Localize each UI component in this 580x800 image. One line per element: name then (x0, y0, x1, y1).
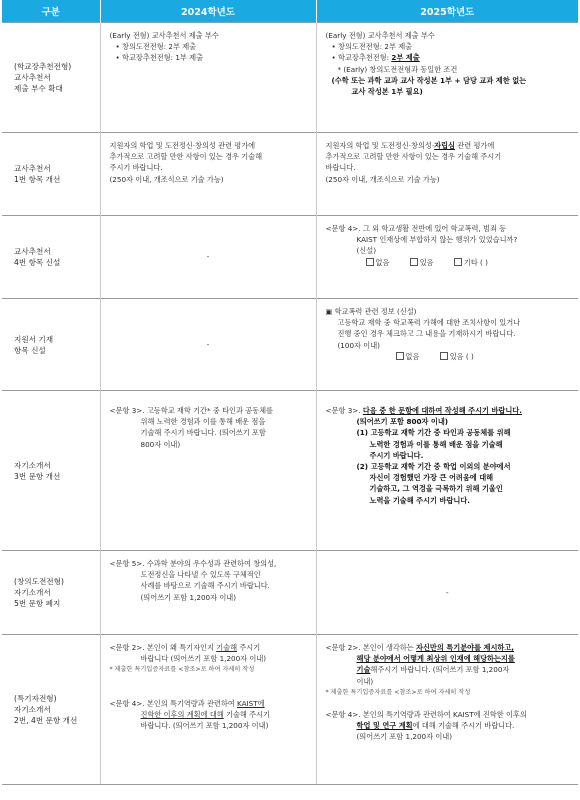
cell-2025: 지원자의 학업 및 도전정신·창의성·자립심 관련 평가에 추가적으로 고려할 만한 사항이 있는 경우 기술해 주시기 바랍니다. (250자 이내, 개조식으로 기술 가능) (316, 133, 578, 216)
header-category: 구분 (2, 0, 100, 23)
row-category: (학교장추천전형) 교사추천서 제출 부수 확대 (2, 23, 100, 133)
cell-2025: <문항 3>. 다음 중 한 문항에 대하여 작성해 주시기 바랍니다. (띄어쓰기 포함 800자 이내) (1) 고등학교 재학 기간 중 타인과 공동체를 위해 노력한 경험과 이를 통해 배운 점을 기술해 주시기 바랍니다. (2) 고등학교 재학 기간 중 학업 이외의 분야에서 자신이 경험했던 가장 큰 어려움에 대해 기술하고, 그 역경을 극복하기 위해 기울인 노력을 기술해 주시기 바랍니다. (316, 391, 578, 551)
header-row (2, 0, 578, 23)
cell-2025: <문항 4>. 그 외 학교생활 전반에 있어 학교폭력, 범죄 등 KAIST 인재상에 부합하지 않는 행위가 있었습니까? (신설) 없음 있음 기타 ( ) (316, 216, 578, 299)
row-category: 지원서 기재 항목 신설 (2, 299, 100, 391)
table-row (2, 391, 578, 551)
cell-2024: (Early 전형) 교사추천서 제출 부수 • 창의도전전형: 2부 제출 • 학교장추천전형: 1부 제출 (100, 23, 316, 133)
checkbox-icon (440, 352, 448, 360)
checkbox-icon (366, 258, 374, 266)
row-category: (특기자전형) 자기소개서 2번, 4번 문항 개선 (2, 635, 100, 785)
table-row (2, 133, 578, 216)
row-category: (창의도전전형) 자기소개서 5번 문항 폐지 (2, 551, 100, 635)
header-2024: 2024학년도 (100, 0, 316, 23)
row-category: 교사추천서 4번 항목 신설 (2, 216, 100, 299)
cell-2025: <문항 2>. 본인이 생각하는 자신만의 특기분야를 제시하고, 해당 분야에서 어떻게 최상위 인재에 해당하는지를 기술해주시기 바랍니다. (띄어쓰기 포함 1,200자 이내) * 제출한 특기입증자료를 <참조>로 하여 자세히 작성 <문항 4>. 본인의 특기역량과 관련하여 KAIST에 진학한 이후의 학업 및 연구 계획에 대해 기술해 주시기 바랍니다. (띄어쓰기 포함 1,200자 이내) (316, 635, 578, 785)
row-category: 자기소개서 3번 문항 개선 (2, 391, 100, 551)
header-2025: 2025학년도 (316, 0, 578, 23)
table-row (2, 216, 578, 299)
checkbox-icon (410, 258, 418, 266)
cell-2024: <문항 5>. 수과학 분야의 우수성과 관련하여 창의성, 도전정신을 나타낼 수 있도록 구체적인 사례를 바탕으로 기술해 주시기 바랍니다. (띄어쓰기 포함 1,200자 이내) (100, 551, 316, 635)
table-row (2, 299, 578, 391)
cell-2025-empty: - (316, 551, 578, 635)
cell-2024: <문항 2>. 본인이 왜 특기자인지 기술해 주시기 바랍니다 (띄어쓰기 포함 1,200자 이내) * 제출한 특기입증자료를 <참조>로 하여 자세히 작성 <문항 4>. 본인의 특기역량과 관련하여 KAIST에 진학한 이후의 계획에 대해 기술해 주시기 바랍니다. (띄어쓰기 포함 1,200자 이내) (100, 635, 316, 785)
cell-2024: <문항 3>. 고등학교 재학 기간* 중 타인과 공동체를 위해 노력한 경험과 이를 통해 배운 점을 기술해 주시기 바랍니다. (띄어쓰기 포함 800자 이내) (100, 391, 316, 551)
table-row (2, 23, 578, 133)
cell-2024-empty: - (100, 299, 316, 391)
cell-2025: (Early 전형) 교사추천서 제출 부수 • 창의도전전형: 2부 제출 • 학교장추천전형: 2부 제출 * (Early) 창의도전전형과 동일한 조건 (수학 또는 과학 교과 교사 작성본 1부 + 담당 교과 제한 없는 교사 작성본 1부 필요) (316, 23, 578, 133)
table-row (2, 551, 578, 635)
cell-2024: 지원자의 학업 및 도전정신·창의성 관련 평가에 추가적으로 고려할 만한 사항이 있는 경우 기술해 주시기 바랍니다. (250자 이내, 개조식으로 기술 가능) (100, 133, 316, 216)
checkbox-icon (454, 258, 462, 266)
comparison-table (2, 0, 578, 785)
cell-2024-empty: - (100, 216, 316, 299)
row-category: 교사추천서 1번 항목 개선 (2, 133, 100, 216)
checkbox-icon (396, 352, 404, 360)
cell-2025: ▣ 학교폭력 관련 정보 (신설) 고등학교 재학 중 학교폭력 가해에 대한 조치사항이 있거나 진행 중인 경우 체크하고 그 내용을 기재하시기 바랍니다. (100자 이내) 없음 있음 ( ) (316, 299, 578, 391)
table-row (2, 635, 578, 785)
